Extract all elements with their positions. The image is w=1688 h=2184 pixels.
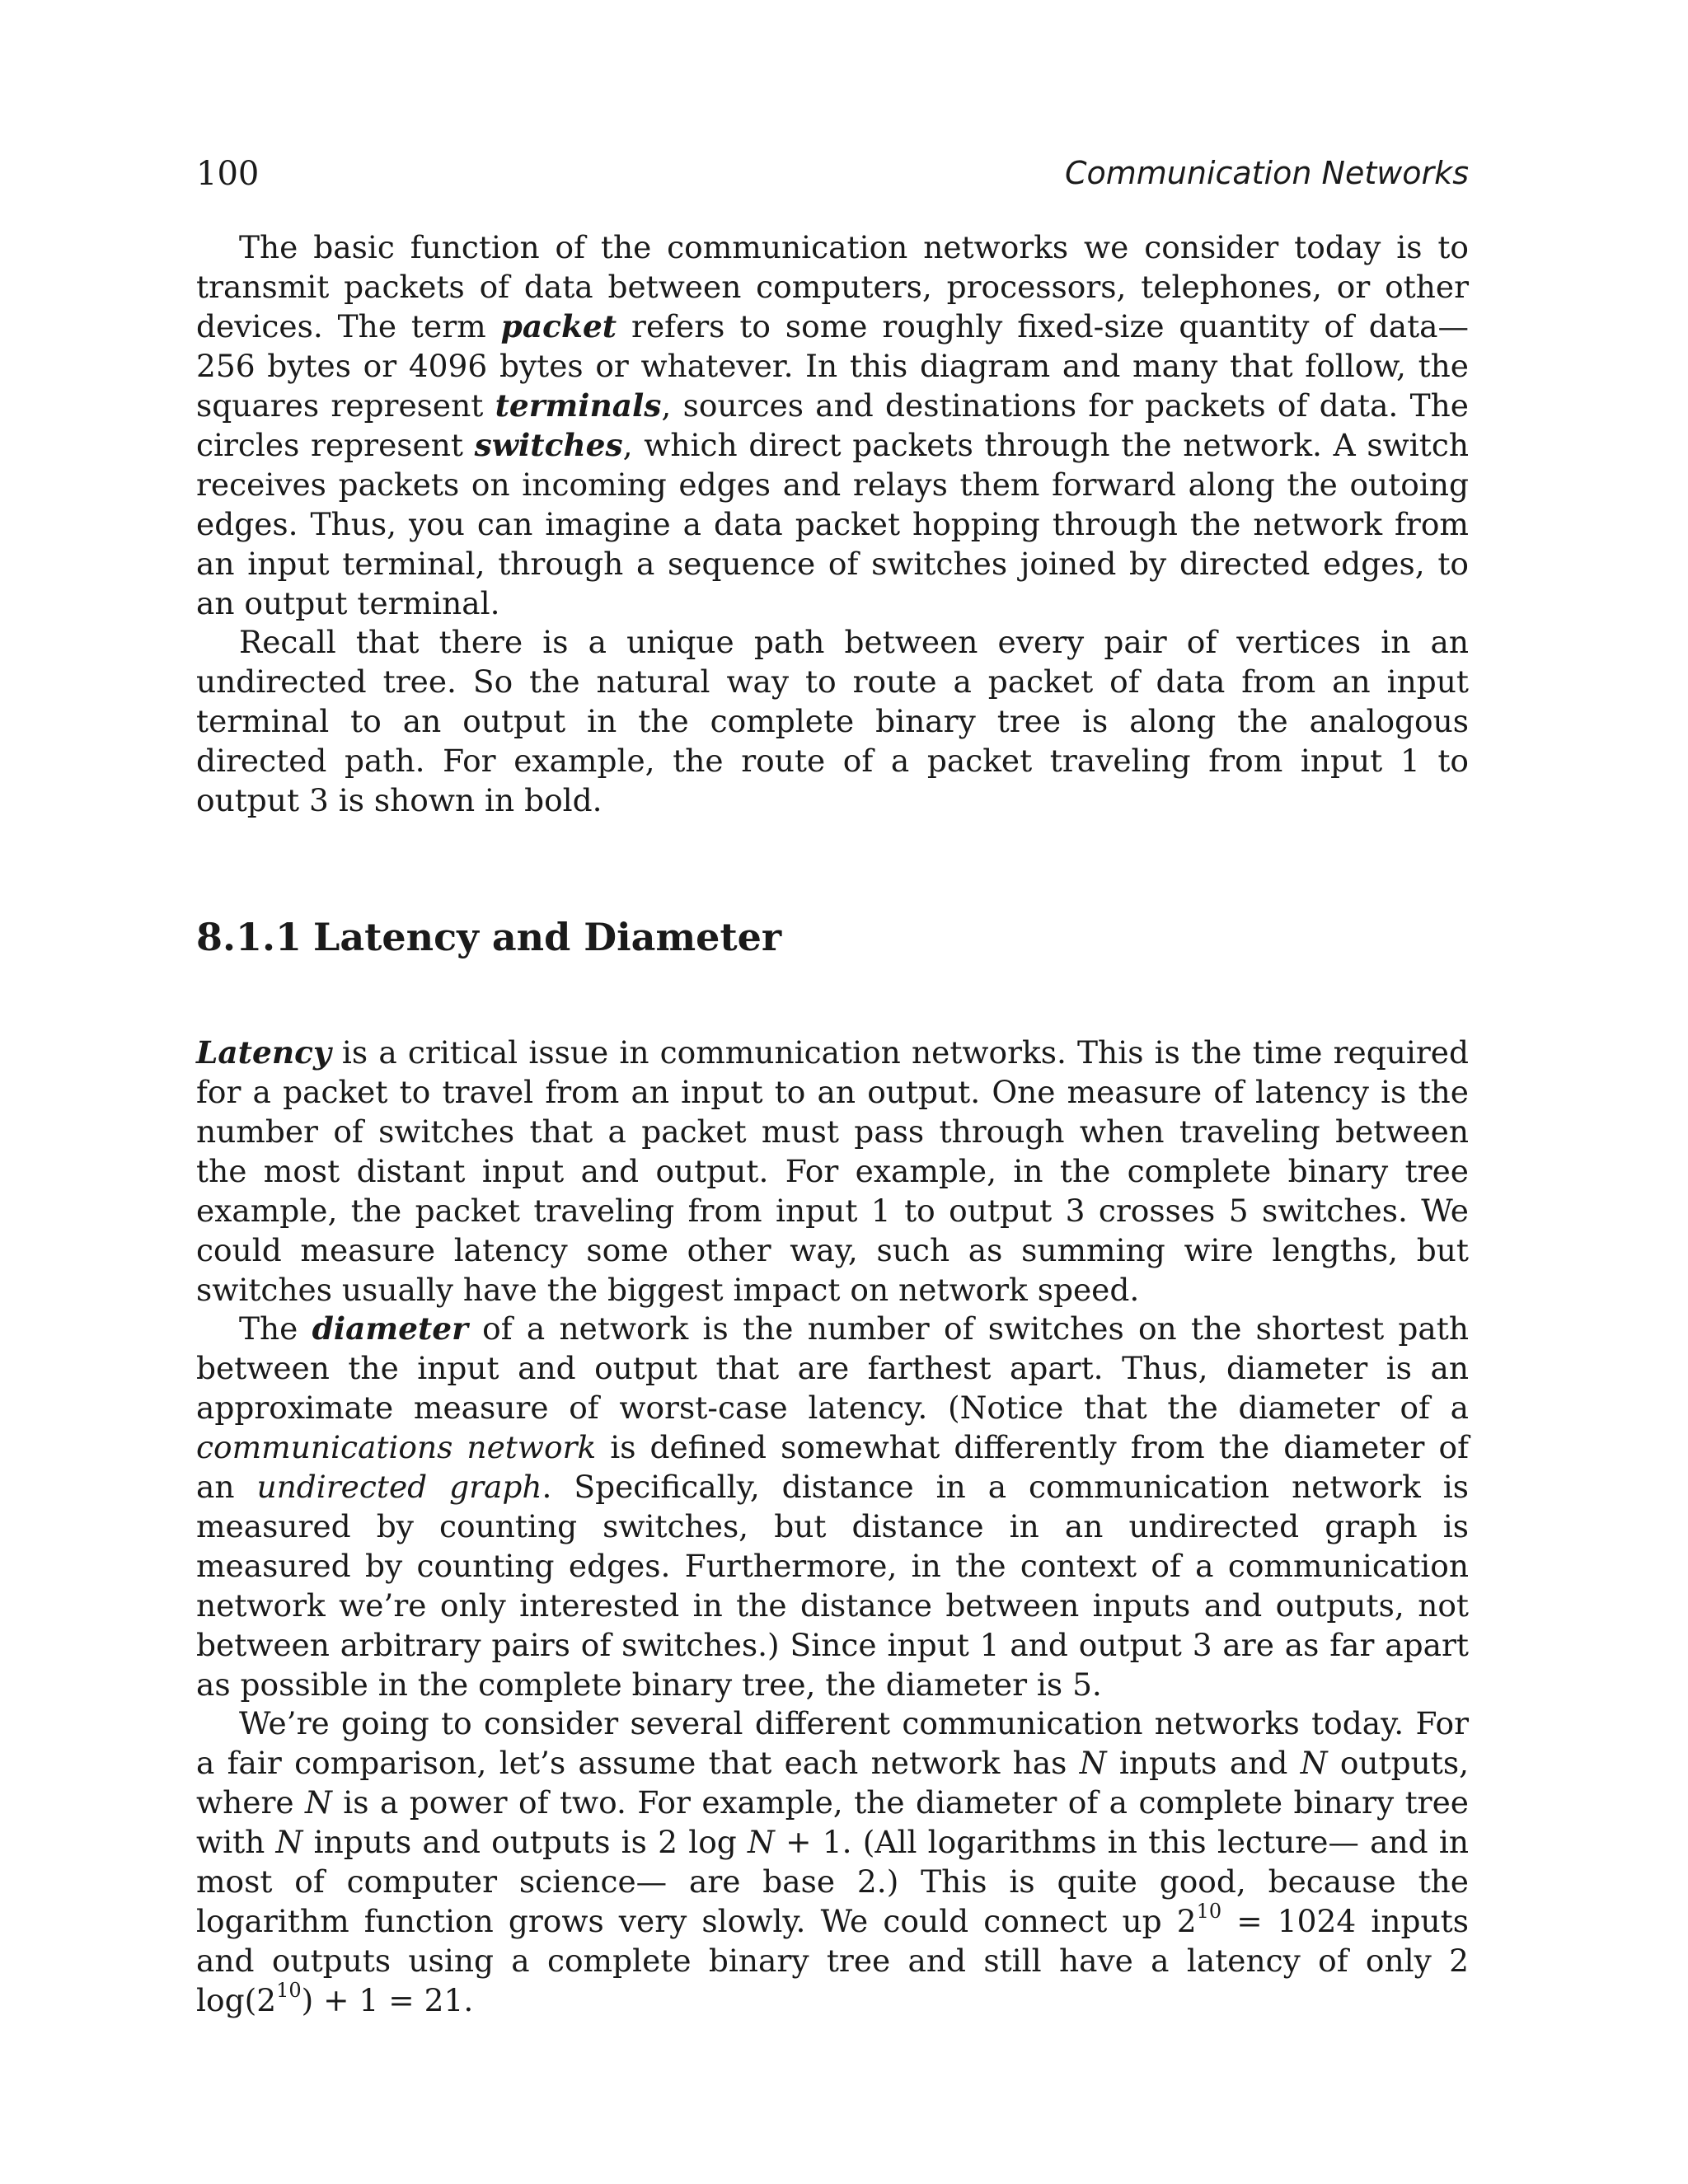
text-span: inputs and outputs is	[302, 1824, 659, 1860]
text-span: .	[463, 1982, 474, 2018]
math-part: + 1	[774, 1824, 842, 1860]
section-heading	[196, 915, 781, 959]
text-span: . (All logarithms in this lecture— and in most of computer science— are base 2.) This is quite good, because the logarithm function grows very slowly. We could connect up	[196, 1824, 1469, 1939]
text-span: Recall that there is a unique path between every pair of vertices in an undirected tree. So the natural way to route a packet of data from an input terminal to an output in the complete binary tree is along the analogous directed path. For example, the route of a packet traveling from input 1 to output 3 is shown in bold.	[196, 624, 1469, 818]
text-span: refers to some roughly fixed-size quantity of data— 256 bytes or 4096 bytes or whatever. In this diagram and many that follow, the squares represent	[196, 308, 1469, 424]
text-span: inputs and	[1106, 1745, 1301, 1781]
page-number: 100	[196, 155, 260, 193]
section-title: Latency and Diameter	[313, 915, 782, 959]
math-n: N	[1079, 1745, 1107, 1781]
text-span: inputs and outputs using a complete binary tree and still have a latency of only	[196, 1903, 1469, 1979]
math-power-of-two	[1176, 1899, 1357, 1939]
math-n: N	[305, 1784, 332, 1821]
term-switches: switches	[474, 427, 623, 463]
text-span: is a power of two. For example, the diameter of a complete binary tree with	[196, 1784, 1469, 1860]
paragraph-comparison	[196, 1704, 1469, 2020]
math-n: N	[1300, 1745, 1328, 1781]
term-packet: packet	[500, 308, 617, 344]
emphasis-communications-network: communications network	[196, 1429, 597, 1465]
math-n: N	[275, 1824, 303, 1860]
paragraph-diameter	[196, 1309, 1469, 1704]
text-span: The	[239, 1310, 312, 1347]
paragraph-latency	[196, 1033, 1469, 1310]
section-number: 8.1.1	[196, 915, 302, 959]
term-terminals: terminals	[495, 387, 662, 424]
text-span: . Specifically, distance in a communication network is measured by counting switches, but distance in an undirected graph is measured by counting edges. Furthermore, in the context of a communication network we’re only interested in the distance between inputs and outputs, not between arbitrary pairs of switches.) Since input 1 and output 3 are as far apart as possible in the complete binary tree, the diameter is 5.	[196, 1469, 1469, 1703]
text-span: , which direct packets through the network. A switch receives packets on incoming edges and relays them forward along the outoing edges. Thus, you can imagine a data packet hopping through the network from an input terminal, through a sequence of switches joined by directed edges, to an output terminal.	[196, 427, 1469, 621]
text-span: , sources and destinations for packets of data. The circles represent	[196, 387, 1469, 463]
text-span: The basic function of the communication networks we consider today is to transmit packets of data between computers, processors, telephones, or other devices. The term	[196, 229, 1469, 344]
running-header	[196, 155, 1469, 196]
math-part: 2	[1176, 1903, 1197, 1939]
text-span: of a network is the number of switches on the shortest path between the input and output that are farthest apart. Thus, diameter is an approximate measure of worst-case latency. (Notice that the diameter of a	[196, 1310, 1470, 1426]
running-title: Communication Networks	[1064, 155, 1469, 191]
text-span: is defined somewhat differently from the diameter of an	[196, 1429, 1469, 1505]
math-part: ) + 1 = 21	[301, 1982, 464, 2018]
term-latency: Latency	[196, 1034, 331, 1071]
math-part: 2 log	[658, 1824, 748, 1860]
math-part: 2 log(2	[196, 1943, 1469, 2018]
text-span: We’re going to consider several different communication networks today. For a fair comparison, let’s assume that each network has	[196, 1705, 1469, 1781]
math-exponent: 10	[276, 1978, 302, 2002]
math-diameter-formula	[658, 1824, 842, 1860]
text-span: outputs, where	[196, 1745, 1470, 1821]
term-diameter: diameter	[312, 1310, 468, 1347]
text-span: is a critical issue in communication networks. This is the time required for a packet to travel from an input to an output. One measure of latency is the number of switches that a packet must pass through when traveling between the most distant input and output. For example, in the complete binary tree example, the packet traveling from input 1 to output 3 crosses 5 switches. We could measure latency some other way, such as summing wire lengths, but switches usually have the biggest impact on network speed.	[196, 1034, 1469, 1308]
math-exponent: 10	[1196, 1899, 1222, 1923]
paragraph-routing	[196, 622, 1469, 820]
emphasis-undirected-graph: undirected graph	[256, 1469, 542, 1505]
paragraph-packets	[196, 227, 1469, 623]
math-part: = 1024	[1221, 1903, 1357, 1939]
math-n: N	[748, 1824, 775, 1860]
